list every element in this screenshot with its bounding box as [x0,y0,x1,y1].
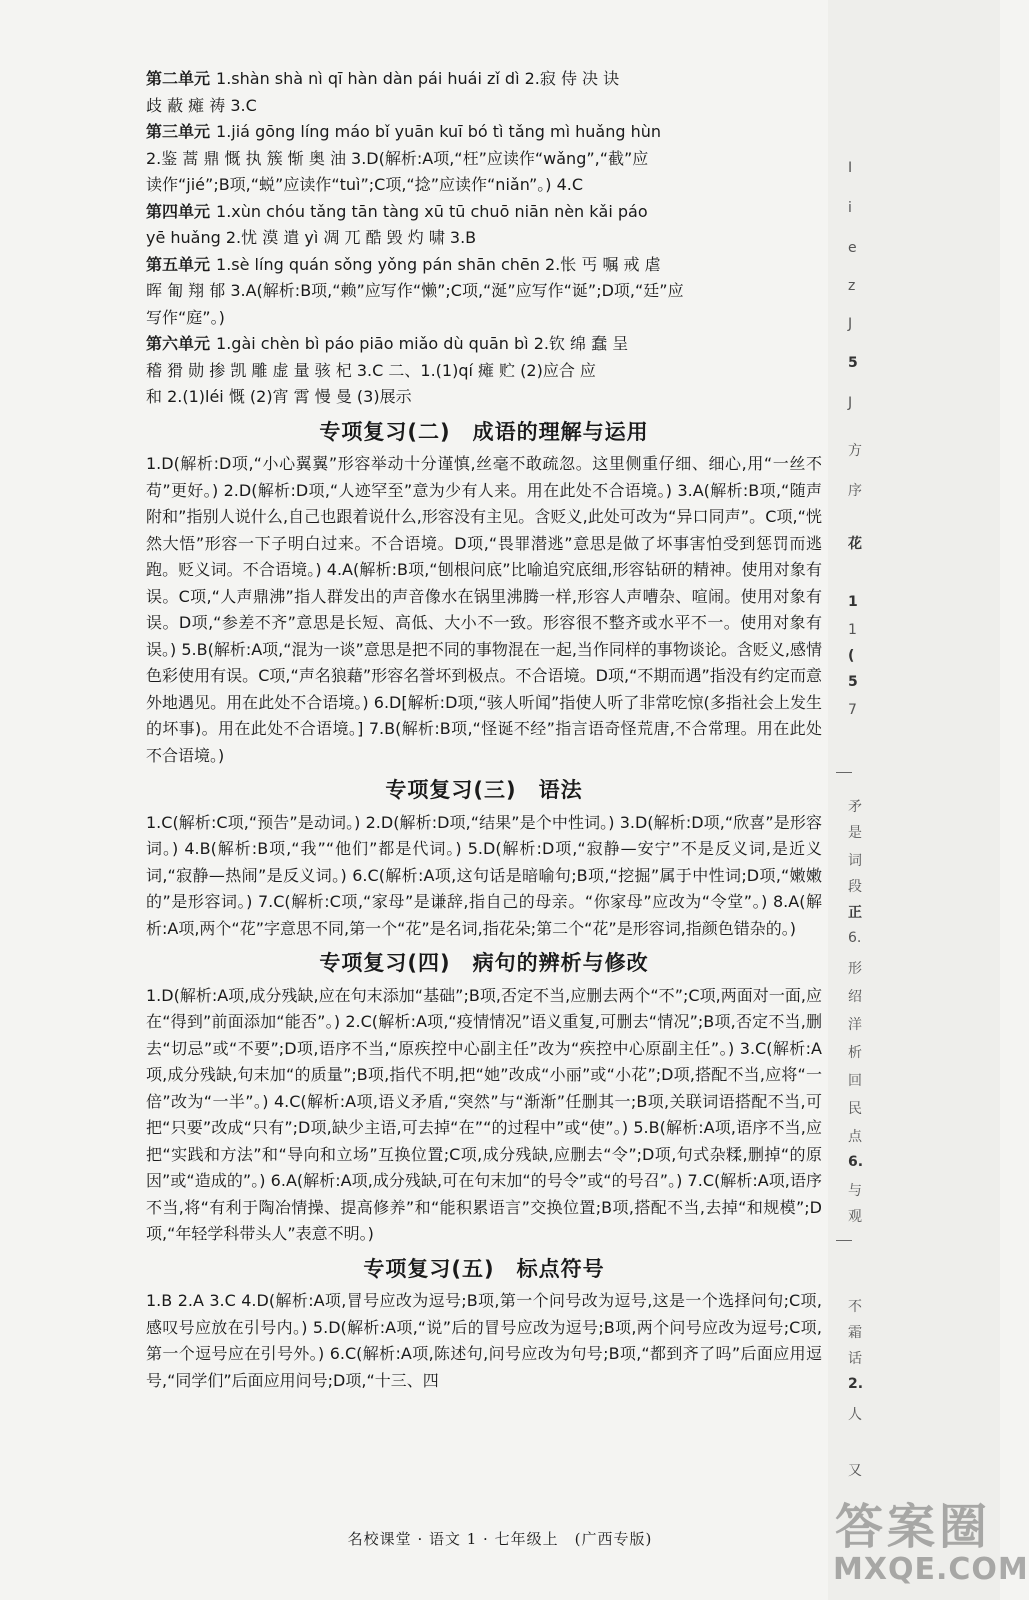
unit-label: 第五单元 [146,254,211,274]
page-footer: 名校课堂 · 语文 1 · 七年级上 (广西专版) [347,1530,653,1548]
answer-line [146,199,822,226]
watermark-url: MXQE.COM [833,1552,1029,1587]
edge-fragment: 1 [848,594,858,610]
answer-line [146,66,822,93]
answer-text: 1.gài chèn bì páo piāo miǎo dù quān bì 2.钦 绵 蠢 呈 [216,334,629,353]
edge-fragment: 段 [848,879,862,895]
edge-fragment: 与 [848,1183,862,1199]
edge-fragment: 话 [848,1351,862,1367]
section-body: 1.C(解析:C项,“预告”是动词。) 2.D(解析:D项,“结果”是个中性词。) 3.D(解析:D项,“欣喜”是形容词。) 4.B(解析:B项,“我”“他们”都是代词。) 5.D(解析:D项,“寂静—安宁”不是反义词,是近义词,“寂静—热闹”是反义词。) 6.C(解析:A项,这句话是暗喻句;B项,“挖掘”属于中性词;D项,“嫩嫩的”是形容词。) 7.C(解析:C项,“家母”是谦辞,指自己的母亲。“你家母”应改为“令堂”。) 8.A(解析:A项,两个“花”字意思不同,第一个“花”是名词,指花朵;第二个“花”是形容词,指颜色错杂的。) [146,812,822,938]
edge-fragment: 点 [848,1129,862,1145]
edge-fragment: I [848,160,853,176]
edge-divider [836,772,852,773]
answer-line [146,331,822,358]
edge-fragment: 矛 [848,799,862,815]
edge-fragment: 霜 [848,1325,862,1341]
edge-fragment: 形 [848,961,862,977]
unit-label: 第三单元 [146,122,211,141]
answer-line: 歧 蔽 瘫 祷 3.C [146,95,257,115]
edge-fragment: 民 [848,1101,862,1117]
review-section [146,1256,822,1395]
edge-fragment: 7 [848,702,857,718]
edge-divider [836,1240,852,1241]
unit-label: 第二单元 [146,69,211,88]
section-title: 专项复习(四) 病句的辨析与修改 [319,951,649,975]
answer-line: 稽 猾 勋 掺 凯 雕 虚 量 骇 杞 3.C 二、1.(1)qí 瘫 贮 (2)应合 应 [146,360,596,380]
section-body: 1.B 2.A 3.C 4.D(解析:A项,冒号应改为逗号;B项,第一个问号改为逗号,这是一个选择问句;C项,感叹号应放在引号内。) 5.D(解析:A项,“说”后的冒号应改为逗号;B项,两个问号应改为逗号;C项,第一个逗号应在引号外。) 6.C(解析:A项,陈述句,问号应改为句号;B项,“都到齐了吗”后面应用逗号,“同学们”后面应用问号;D项,“十三、四 [146,1291,822,1390]
edge-fragment: 6. [848,1154,864,1170]
edge-fragment: 花 [848,536,862,552]
edge-fragment: 方 [848,443,862,459]
unit-answers-block [146,66,822,411]
answer-line [146,252,822,279]
unit-answer [146,199,822,252]
review-section [146,950,822,1248]
edge-fragment: 2. [848,1376,864,1392]
edge-fragment: 人 [848,1407,862,1423]
edge-fragment: 序 [848,483,862,499]
answer-line: 2.鉴 蒿 鼎 慨 执 簇 惭 奥 油 3.D(解析:A项,“枉”应读作“wǎng”,“截”应 [146,148,649,168]
watermark [825,1488,1029,1594]
adjacent-page-edge [828,0,1000,1600]
edge-fragment: 1 [848,622,857,638]
unit-label: 第六单元 [146,334,211,353]
edge-fragment: 正 [848,905,862,921]
review-section [146,777,822,942]
answer-content [146,66,822,1396]
edge-fragment: 回 [848,1073,862,1089]
edge-fragment: 6. [848,930,862,946]
answer-line: 和 2.(1)léi 慨 (2)宵 霄 慢 曼 (3)展示 [146,387,412,406]
answer-line: 写作“庭”。) [146,307,225,327]
answer-line: yē huǎng 2.忧 漠 遣 yì 凋 兀 酷 毁 灼 啸 3.B [146,228,477,247]
answer-text: 1.shàn shà nì qī hàn dàn pái huái zǐ dì 2.寂 侍 决 诀 [216,69,620,88]
unit-label: 第四单元 [146,201,211,221]
unit-answer [146,66,822,119]
unit-answer [146,252,822,332]
answer-line: 读作“jié”;B项,“蜕”应读作“tuì”;C项,“捻”应读作“niǎn”。) 4.C [146,175,584,194]
edge-fragment: 词 [848,853,862,869]
edge-fragment: J [848,316,853,332]
review-section [146,419,822,770]
edge-fragment: i [848,200,852,216]
edge-fragment: 是 [848,825,862,841]
section-body: 1.D(解析:A项,成分残缺,应在句末添加“基础”;B项,否定不当,应删去两个“不”;C项,两面对一面,应在“得到”前面添加“能否”。) 2.C(解析:A项,“疫情情况”语义重复,可删去“情况”;B项,否定不当,删去“切忌”或“不要”;D项,语序不当,“原疾控中心副主任”改为“疾控中心原副主任”。) 3.C(解析:A项,成分残缺,句末加“的质量”;B项,指代不明,把“她”改成“小丽”或“小花”;D项,搭配不当,应将“一倍”改为“一半”。) 4.C(解析:A项,语义矛盾,“突然”与“渐渐”任删其一;B项,关联词语搭配不当,可把“只要”改成“只有”;D项,缺少主语,可去掉“在”“的过程中”或“使”。) 5.B(解析:A项,语序不当,应把“实践和方法”和“导向和立场”互换位置;C项,成分残缺,应删去“令”;D项,句式杂糅,删掉“的原因”或“造成的”。) 6.A(解析:A项,成分残缺,可在句末加“的号令”或“的号召”。) 7.C(解析:A项,语序不当,将“有利于陶冶情操、提高修养”和“能积累语言”交换位置;B项,搭配不当,去掉“和规模”;D项,“年轻学科带头人”表意不明。) [146,985,822,1243]
section-title: 专项复习(三) 语法 [385,778,583,802]
answer-line [146,119,822,146]
edge-fragment: 又 [848,1463,862,1479]
edge-fragment: 洋 [848,1017,862,1033]
edge-fragment: J [848,395,853,411]
section-body: 1.D(解析:D项,“小心翼翼”形容举动十分谨慎,丝毫不敢疏忽。这里侧重仔细、细心,用“一丝不苟”更好。) 2.D(解析:D项,“人迹罕至”意为少有人来。用在此处不合语境。) 3.A(解析:B项,“随声附和”指别人说什么,自己也跟着说什么,形容没有主见。含贬义,此处可改为“异口同声”。C项,“恍然大悟”形容一下子明白过来。不合语境。D项,“畏罪潜逃”意思是做了坏事害怕受到惩罚而逃跑。贬义词。不合语境。) 4.A(解析:B项,“刨根问底”比喻追究底细,形容钻研的精神。使用对象有误。C项,“人声鼎沸”指人群发出的声音像水在锅里沸腾一样,形容人声嘈杂、喧闹。使用对象有误。D项,“参差不齐”意思是长短、高低、大小不一致。形容很不整齐或水平不一。使用对象有误。) 5.B(解析:A项,“混为一谈”意思是把不同的事物混在一起,当作同样的事物谈论。含贬义,感情色彩使用有误。C项,“声名狼藉”形容名誉坏到极点。不合语境。D项,“不期而遇”指没有约定而意外地遇见。用在此处不合语境。) 6.D[解析:D项,“骇人听闻”指使人听了非常吃惊(多指社会上发生的坏事)。用在此处不合语境。] 7.B(解析:B项,“怪诞不经”指言语奇怪荒唐,不合常理。用在此处不合语境。) [146,454,822,765]
edge-fragment: 观 [848,1209,862,1225]
answer-text: 1.xùn chóu tǎng tān tàng xū tū chuō niān nèn kǎi páo [216,201,648,221]
edge-fragment: 绍 [848,989,862,1005]
edge-fragment: ( [848,648,855,664]
unit-answer [146,119,822,199]
edge-fragment: z [848,278,856,294]
answer-text: 1.jiá gōng líng máo bǐ yuān kuī bó tì tǎng mì huǎng hùn [216,122,662,141]
section-title: 专项复习(五) 标点符号 [363,1256,605,1281]
answer-line: 晖 匍 翔 郁 3.A(解析:B项,“赖”应写作“懒”;C项,“涎”应写作“诞”;D项,“廷”应 [146,281,684,300]
section-title: 专项复习(二) 成语的理解与运用 [319,419,649,444]
edge-fragment: e [848,240,857,256]
watermark-logo: 答案圈 [835,1499,992,1555]
answer-text: 1.sè líng quán sǒng yǒng pán shān chēn 2.怅 丐 嘱 戒 虐 [216,254,661,274]
edge-fragment: 不 [848,1299,862,1315]
edge-fragment: 析 [848,1045,862,1061]
unit-answer [146,331,822,411]
edge-fragment: 5 [848,674,858,690]
edge-fragment: 5 [848,355,858,371]
